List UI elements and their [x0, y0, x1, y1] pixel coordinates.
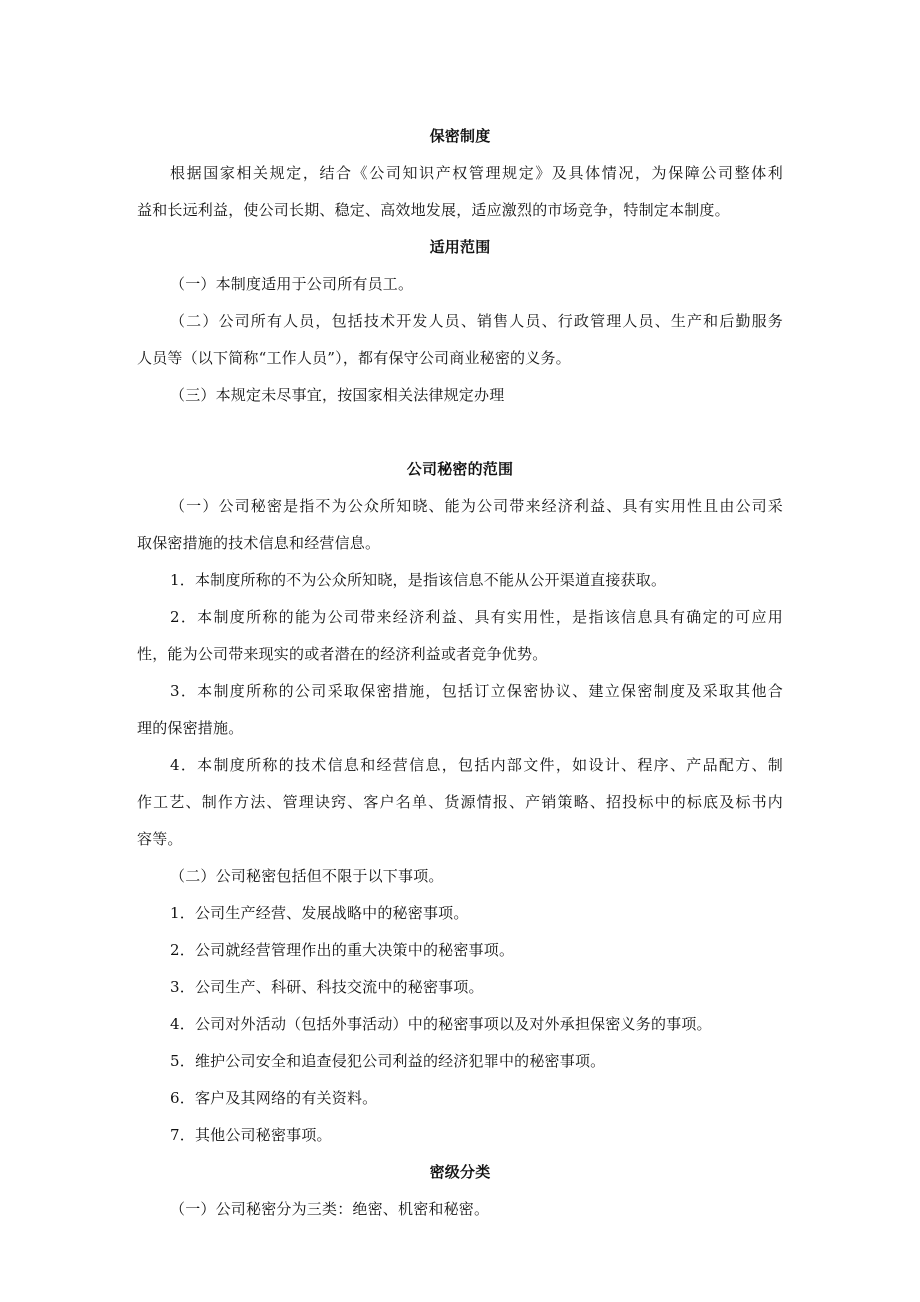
- document-page: [137, 118, 783, 1228]
- paragraph-line: 理的保密措施。: [137, 719, 244, 737]
- paragraph-line: （三）本规定未尽事宜，按国家相关法律规定办理: [170, 386, 505, 404]
- paragraph-line: 2．公司就经营管理作出的重大决策中的秘密事项。: [170, 941, 515, 959]
- paragraph-line: 人员等（以下简称“工作人员”），都有保守公司商业秘密的义务。: [137, 349, 571, 367]
- paragraph-line: 3．本制度所称的公司采取保密措施，包括订立保密协议、建立保密制度及采取其他合: [170, 682, 783, 700]
- section-heading: 公司秘密的范围: [406, 460, 514, 478]
- document-title: 保密制度: [429, 127, 491, 145]
- paragraph-line: 容等。: [137, 830, 183, 848]
- spacer: [137, 414, 783, 451]
- paragraph-line: （一）公司秘密分为三类：绝密、机密和秘密。: [170, 1200, 490, 1218]
- paragraph-line: 性，能为公司带来现实的或者潜在的经济利益或者竞争优势。: [137, 645, 548, 663]
- section-heading: 适用范围: [429, 238, 491, 256]
- paragraph-line: 2．本制度所称的能为公司带来经济利益、具有实用性，是指该信息具有确定的可应用: [170, 608, 783, 626]
- paragraph-line: 7．其他公司秘密事项。: [170, 1126, 332, 1144]
- paragraph-line: 1．本制度所称的不为公众所知晓，是指该信息不能从公开渠道直接获取。: [170, 571, 667, 589]
- paragraph-line: （一）本制度适用于公司所有员工。: [170, 275, 414, 293]
- paragraph-line: （一）公司秘密是指不为公众所知晓、能为公司带来经济利益、具有实用性且由公司采: [170, 497, 783, 515]
- section-heading: 密级分类: [429, 1163, 491, 1181]
- paragraph-line: 3．公司生产、科研、科技交流中的秘密事项。: [170, 978, 484, 996]
- paragraph-line: 取保密措施的技术信息和经营信息。: [137, 534, 381, 552]
- paragraph-line: 6．客户及其网络的有关资料。: [170, 1089, 378, 1107]
- paragraph-line: 1．公司生产经营、发展战略中的秘密事项。: [170, 904, 469, 922]
- paragraph-line: 4．公司对外活动（包括外事活动）中的秘密事项以及对外承担保密义务的事项。: [170, 1015, 712, 1033]
- paragraph-line: 5．维护公司安全和追查侵犯公司利益的经济犯罪中的秘密事项。: [170, 1052, 606, 1070]
- intro-line: 根据国家相关规定，结合《公司知识产权管理规定》及具体情况，为保障公司整体利: [170, 164, 783, 182]
- paragraph-line: 4．本制度所称的技术信息和经营信息，包括内部文件，如设计、程序、产品配方、制: [170, 756, 783, 774]
- paragraph-line: （二）公司所有人员，包括技术开发人员、销售人员、行政管理人员、生产和后勤服务: [170, 312, 783, 330]
- paragraph-line: 作工艺、制作方法、管理诀窍、客户名单、货源情报、产销策略、招投标中的标底及标书内: [137, 793, 783, 811]
- intro-line: 益和长远利益，使公司长期、稳定、高效地发展，适应激烈的市场竞争，特制定本制度。: [137, 201, 730, 219]
- paragraph-line: （二）公司秘密包括但不限于以下事项。: [170, 867, 444, 885]
